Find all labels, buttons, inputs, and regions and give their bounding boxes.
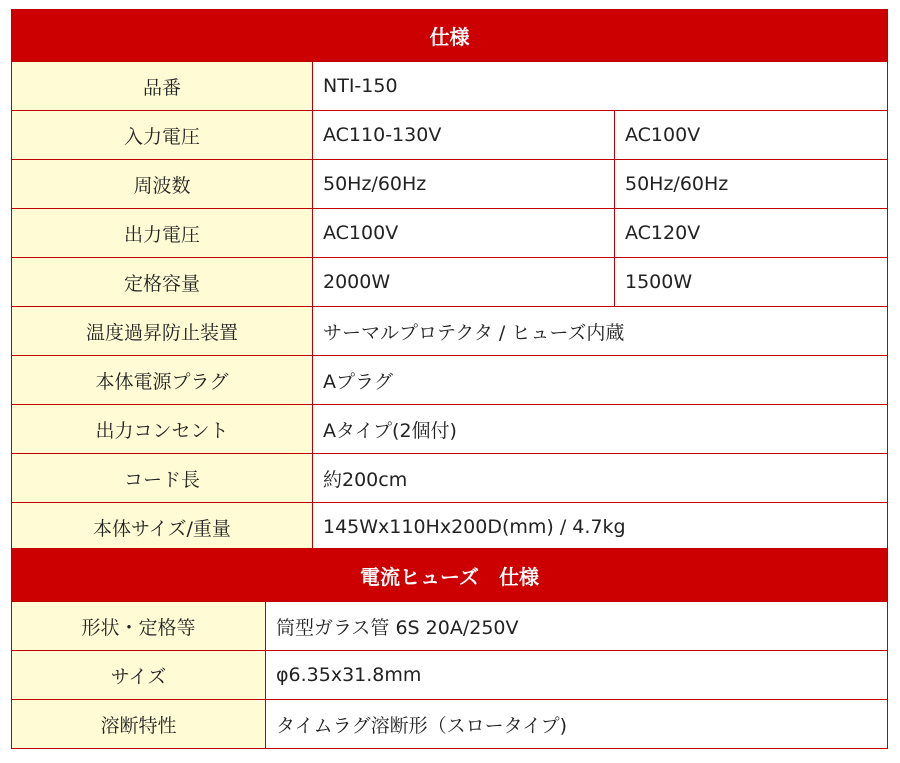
row-label: 周波数	[12, 160, 313, 209]
row-value: 50Hz/60Hz	[313, 160, 615, 209]
row-value: Aタイプ(2個付)	[313, 405, 888, 454]
fuse-header-row	[12, 549, 888, 602]
row-label: 溶断特性	[12, 700, 266, 749]
row-value: AC100V	[313, 209, 615, 258]
table-row	[12, 602, 888, 651]
row-value: 50Hz/60Hz	[615, 160, 888, 209]
row-value: サーマルプロテクタ / ヒューズ内蔵	[313, 307, 888, 356]
row-label: 本体電源プラグ	[12, 356, 313, 405]
row-value: 約200cm	[313, 454, 888, 503]
table-row	[12, 209, 888, 258]
table-row	[12, 307, 888, 356]
row-value: AC100V	[615, 111, 888, 160]
table-row	[12, 356, 888, 405]
table-row	[12, 700, 888, 749]
row-label: 出力電圧	[12, 209, 313, 258]
table-row	[12, 405, 888, 454]
row-label: 定格容量	[12, 258, 313, 307]
row-label: 入力電圧	[12, 111, 313, 160]
row-value: AC120V	[615, 209, 888, 258]
row-label: 品番	[12, 62, 313, 111]
fuse-spec-table	[11, 548, 888, 749]
table-row	[12, 651, 888, 700]
row-value: 145Wx110Hx200D(mm) / 4.7kg	[313, 503, 888, 552]
row-value: タイムラグ溶断形（スロータイプ)	[266, 700, 888, 749]
spec-table	[11, 9, 888, 552]
table-row	[12, 503, 888, 552]
row-label: サイズ	[12, 651, 266, 700]
table-row	[12, 111, 888, 160]
row-label: 形状・定格等	[12, 602, 266, 651]
row-label: 本体サイズ/重量	[12, 503, 313, 552]
row-value: Aプラグ	[313, 356, 888, 405]
spec-title: 仕様	[12, 10, 888, 62]
row-value: AC110-130V	[313, 111, 615, 160]
row-value: NTI-150	[313, 62, 888, 111]
row-value: 筒型ガラス管 6S 20A/250V	[266, 602, 888, 651]
table-row	[12, 454, 888, 503]
spec-header-row	[12, 10, 888, 62]
table-row	[12, 258, 888, 307]
row-value: φ6.35x31.8mm	[266, 651, 888, 700]
table-row	[12, 62, 888, 111]
row-value: 1500W	[615, 258, 888, 307]
row-label: 温度過昇防止装置	[12, 307, 313, 356]
row-value: 2000W	[313, 258, 615, 307]
table-row	[12, 160, 888, 209]
fuse-title: 電流ヒューズ 仕様	[12, 549, 888, 602]
row-label: コード長	[12, 454, 313, 503]
row-label: 出力コンセント	[12, 405, 313, 454]
